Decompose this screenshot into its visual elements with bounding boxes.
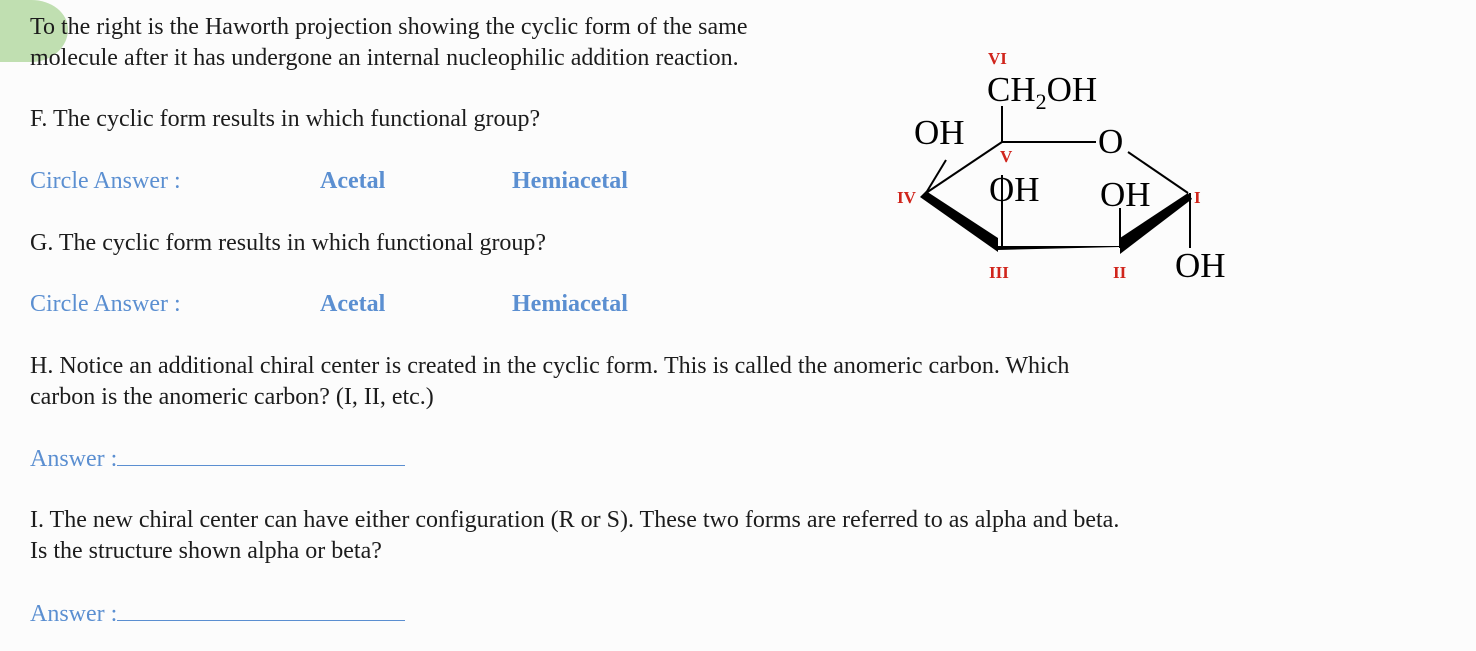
question-i-answer bbox=[30, 598, 405, 630]
question-f-option-hemiacetal[interactable]: Hemiacetal bbox=[512, 168, 628, 194]
question-h-line-1: H. Notice an additional chiral center is created in the cyclic form. This is called the anomeric carbon. Which bbox=[30, 353, 1070, 379]
label-i: I bbox=[1194, 188, 1201, 207]
question-f-answer-label: Circle Answer : bbox=[30, 168, 181, 194]
group-oh-c3: OH bbox=[989, 170, 1040, 209]
label-iii: III bbox=[989, 263, 1009, 282]
haworth-projection bbox=[870, 0, 1250, 300]
question-g-option-acetal[interactable]: Acetal bbox=[320, 291, 386, 317]
question-h-answer-label: Answer : bbox=[30, 446, 118, 472]
question-g-answer-label: Circle Answer : bbox=[30, 291, 181, 317]
question-i-answer-blank[interactable] bbox=[117, 598, 405, 621]
ring-oxygen: O bbox=[1098, 122, 1124, 161]
intro-line-1: To the right is the Haworth projection showing the cyclic form of the same bbox=[30, 14, 748, 40]
label-vi: VI bbox=[988, 49, 1007, 68]
question-f-option-acetal[interactable]: Acetal bbox=[320, 168, 386, 194]
bond-c4-up bbox=[926, 160, 946, 193]
question-i-line-1: I. The new chiral center can have either configuration (R or S). These two forms are referred to as alpha and beta. bbox=[30, 507, 1120, 533]
group-oh-top-left: OH bbox=[914, 113, 965, 152]
question-f: F. The cyclic form results in which functional group? bbox=[30, 106, 541, 132]
question-g-option-hemiacetal[interactable]: Hemiacetal bbox=[512, 291, 628, 317]
question-g: G. The cyclic form results in which functional group? bbox=[30, 230, 547, 256]
question-i-line-2: Is the structure shown alpha or beta? bbox=[30, 538, 382, 564]
label-ii: II bbox=[1113, 263, 1127, 282]
question-h-answer bbox=[30, 443, 405, 475]
question-h-answer-blank[interactable] bbox=[117, 443, 405, 466]
intro-line-2: molecule after it has undergone an internal nucleophilic addition reaction. bbox=[30, 45, 739, 71]
label-v: V bbox=[1000, 147, 1013, 166]
question-i-answer-label: Answer : bbox=[30, 601, 118, 627]
label-iv: IV bbox=[897, 188, 916, 207]
question-h-line-2: carbon is the anomeric carbon? (I, II, etc.) bbox=[30, 384, 434, 410]
group-ch2oh: $CH_2OH$ bbox=[987, 70, 1098, 114]
ring-left-wedge bbox=[920, 191, 998, 252]
group-oh-c2: OH bbox=[1100, 175, 1151, 214]
group-oh-c1: OH bbox=[1175, 246, 1226, 285]
